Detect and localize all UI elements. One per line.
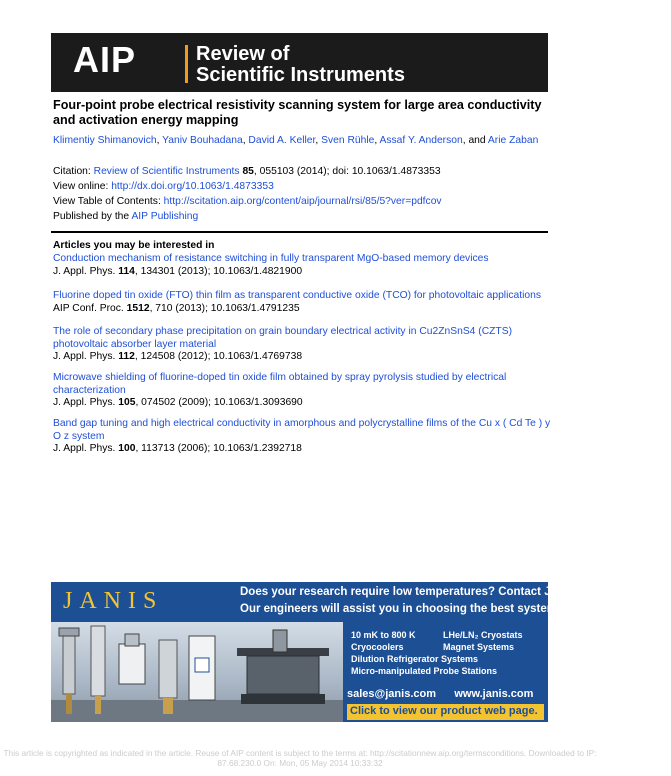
spec-dilution: Dilution Refrigerator Systems <box>351 654 479 664</box>
author-link[interactable]: Klimentiy Shimanovich <box>53 135 157 146</box>
journal-banner[interactable] <box>51 33 548 92</box>
ad-contact <box>343 688 548 722</box>
author-sep: , <box>374 135 380 146</box>
view-online-line <box>53 180 274 193</box>
ad-headline <box>234 582 671 622</box>
related-articles-heading: Articles you may be interested in <box>53 240 215 251</box>
journal-name-line2: Scientific Instruments <box>196 64 405 86</box>
aip-logo: AIP <box>73 39 137 80</box>
article-title-link[interactable]: Fluorine doped tin oxide (FTO) thin film as transparent conductive oxide (TCO) for photovoltaic applications <box>53 290 542 301</box>
article-title-link[interactable]: Microwave shielding of fluorine-doped tin oxide film obtained by spray pyrolysis studied by electrical characterization <box>53 372 507 396</box>
spec-probe-stations: Micro-manipulated Probe Stations <box>351 666 498 676</box>
article-title-link[interactable]: The role of secondary phase precipitation on grain boundary electrical activity in Cu2ZnSnS4 (CZTS) photovoltaic absorber layer material <box>53 326 513 350</box>
article-citation <box>53 443 553 456</box>
article-volume: 114 <box>118 265 135 277</box>
journal-name-line1: Review of <box>196 43 290 65</box>
author-link[interactable]: Sven Rühle <box>321 135 375 146</box>
article-details: , 113713 (2006); 10.1063/1.2392718 <box>135 443 302 454</box>
paper-title: Four-point probe electrical resistivity scanning system for large area conductivity and activation energy mapping <box>53 98 542 127</box>
ad-headline-line2: Our engineers will assist you in choosing the best system for your application. <box>240 603 671 615</box>
ad-headline-line1: Does your research require low temperatures? Contact Janis today. <box>240 586 610 598</box>
author-sep: , <box>315 135 322 146</box>
article-journal: J. Appl. Phys. <box>53 443 119 454</box>
article-details: , 134301 (2013); 10.1063/1.4821900 <box>134 265 303 277</box>
article-journal: J. Appl. Phys. <box>53 397 119 408</box>
author-link[interactable]: Yaniv Bouhadana <box>162 135 243 146</box>
ad-cta-label: Click to view our product web page. <box>350 705 538 717</box>
citation-label: Citation: <box>53 166 94 177</box>
spec-cryocoolers: Cryocoolers <box>351 642 404 652</box>
citation-line <box>53 165 441 178</box>
list-item <box>53 326 553 364</box>
article-details: , 710 (2013); 10.1063/1.4791235 <box>149 302 300 314</box>
article-volume: 1512 <box>126 302 150 314</box>
author-sep: , and <box>462 135 488 146</box>
article-journal: AIP Conf. Proc. <box>53 302 127 314</box>
published-label: Published by the <box>53 211 132 222</box>
ad-cta-button[interactable] <box>347 704 544 720</box>
author-link[interactable]: Assaf Y. Anderson <box>379 135 463 146</box>
view-online-label: View online: <box>53 181 112 192</box>
published-line <box>53 210 198 223</box>
janis-advertisement[interactable] <box>51 582 671 722</box>
article-title-link[interactable]: Band gap tuning and high electrical conductivity in amorphous and polycrystalline films of the Cu x ( Cd Te ) y O z system <box>53 418 551 442</box>
section-divider <box>51 231 548 233</box>
spec-cryostats: LHe/LN₂ Cryostats <box>443 630 523 640</box>
toc-label: View Table of Contents: <box>53 196 164 207</box>
janis-logo <box>51 582 234 622</box>
janis-logo-text: JANIS <box>63 588 164 614</box>
article-journal: J. Appl. Phys. <box>53 265 119 277</box>
author-sep: , <box>156 135 163 146</box>
copyright-footer <box>0 748 600 768</box>
article-volume: 105 <box>118 397 136 408</box>
list-item <box>53 290 553 315</box>
citation-volume: 85 <box>242 166 254 177</box>
spec-magnets: Magnet Systems <box>443 642 515 652</box>
article-details: , 124508 (2012); 10.1063/1.4769738 <box>134 351 303 362</box>
toc-link[interactable]: http://scitation.aip.org/content/aip/journal/rsi/85/5?ver=pdfcov <box>163 196 442 207</box>
footer-line2: 87.68.230.0 On: Mon, 05 May 2014 10:33:32 <box>217 758 383 768</box>
article-volume: 112 <box>118 351 135 362</box>
author-link[interactable]: David A. Keller <box>248 135 316 146</box>
article-citation <box>53 351 553 364</box>
list-item <box>53 418 553 456</box>
ad-contact-row <box>347 688 533 700</box>
article-title-link[interactable]: Conduction mechanism of resistance switching in fully transparent MgO-based memory devices <box>53 253 489 264</box>
equipment-illustration <box>51 622 343 722</box>
doi-link[interactable]: http://dx.doi.org/10.1063/1.4873353 <box>111 181 274 192</box>
journal-name <box>196 44 405 86</box>
article-volume: 100 <box>118 443 136 454</box>
ad-website[interactable]: www.janis.com <box>454 688 534 700</box>
list-item <box>53 372 553 410</box>
article-citation <box>53 303 553 316</box>
article-journal: J. Appl. Phys. <box>53 351 119 362</box>
citation-details: , 055103 (2014); doi: 10.1063/1.4873353 <box>253 166 441 177</box>
spec-temperature: 10 mK to 800 K <box>351 630 416 640</box>
article-details: , 074502 (2009); 10.1063/1.3093690 <box>135 397 303 408</box>
footer-line1: This article is copyrighted as indicated in the article. Reuse of AIP content is subject to the terms at: http://scitationnew.aip.org/termsconditions. Downloaded to IP: <box>3 748 597 758</box>
list-item <box>53 253 553 278</box>
article-citation <box>53 266 553 279</box>
author-sep: , <box>242 135 249 146</box>
toc-line <box>53 195 442 208</box>
publisher-link[interactable]: AIP Publishing <box>131 211 199 222</box>
ad-email[interactable]: sales@janis.com <box>347 688 436 700</box>
author-list <box>53 134 573 147</box>
article-citation <box>53 397 553 410</box>
cryostat-equipment-photo <box>51 622 343 722</box>
banner-divider <box>185 45 188 83</box>
author-link[interactable]: Arie Zaban <box>487 135 539 146</box>
citation-journal-link[interactable]: Review of Scientific Instruments <box>93 166 240 177</box>
